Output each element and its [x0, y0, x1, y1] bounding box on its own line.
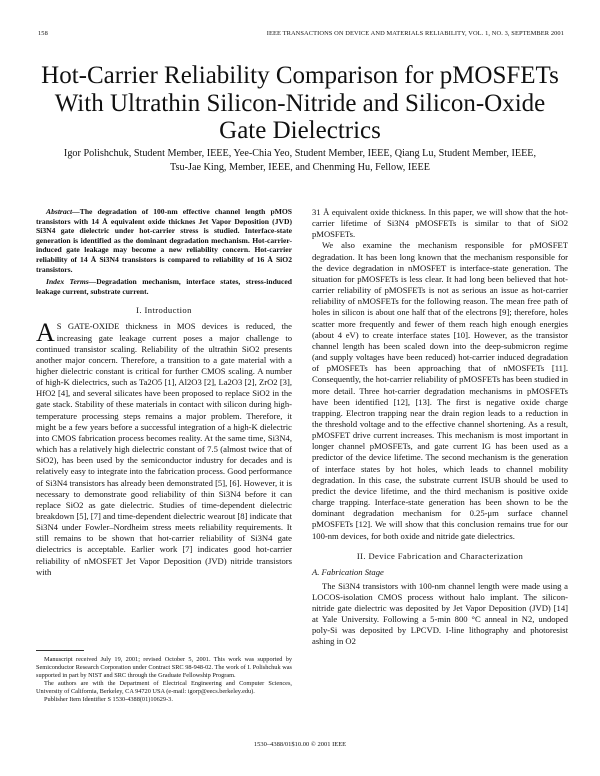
index-terms	[36, 277, 292, 296]
abstract	[36, 207, 292, 274]
footnote: Manuscript received July 19, 2001; revised October 5, 2001. This work was supported by Semiconductor Research Corporation under Contract SRC 98-948-02. The work of I. Polishchuk was supported in part by NIST and SRC through the Graduate Fellowship Program.	[36, 656, 292, 680]
subsection-heading: A. Fabrication Stage	[312, 566, 384, 577]
abstract-label: Abstract—	[46, 207, 80, 216]
paper-title	[20, 62, 580, 145]
body-paragraph: We also examine the mechanism responsible for pMOSFET degradation. It has been long known that the mechanism responsible for the device degradation in nMOSFET is interface-state generation. The situation for pMOSFETs is less clear. It had long been believed that hot-carrier reliability of pMOSFETs is not as serious an issue as hot-carrier reliability of nMOSFETs for the following reason. The mean free path of holes in silicon is about one half that of the electrons [9]; therefore, holes scatter more frequently and fewer of them reach high enough energies (about 4 eV) to create interface states [10]. However, as the transistor channel length has been scaled down into the deep-submicron regime (and supply voltages have been reduced) hot-carrier induced degradation of pMOSFETs has been approaching that of nMOSFETs [11]. Consequently, the hot-carrier reliability of pMOSFETs has been studied in more detail. Three hot-carrier degradation mechanisms in pMOSFETs have been identified [12], [13]. The first is negative oxide charge trapping. Electron trapping near the drain region leads to a reduction in the threshold voltage and to the effective channel shortening. As a result, pMOSFET drive current increases. This mechanism is most important in longer channel pMOSFETs, and gate current IG has been used as a predictor of the device lifetime. The second mechanism is the generation of interface states by hot holes, which leads to channel mobility degradation. In this case, the substrate current ISUB should be used to predict the device lifetime, and the third mechanism is positive oxide charge trapping. Interface-state generation has been shown to be the dominant degradation mechanism for 0.25-μm surface channel pMOSFETs [12]. We will show that this conclusion remains true for our 100-nm devices, for both oxide and nitride gate dielectrics.	[312, 240, 568, 541]
footnote: Publisher Item Identifier S 1530-4388(01)10629-3.	[44, 696, 173, 704]
author-line: Igor Polishchuk, Student Member, IEEE, Yee-Chia Yeo, Student Member, IEEE, Qiang Lu, Student Member, IEEE,	[63, 148, 537, 159]
index-terms-text: Degradation mechanism, interface states, stress-induced leakage current, substrate current.	[36, 277, 292, 296]
section-heading: II. Device Fabrication and Characterization	[356, 550, 524, 561]
footnotes	[36, 656, 292, 705]
abstract-text: The degradation of 100-nm effective channel length pMOS transistors with 14 Å equivalent oxide thicknes Jet Vapor Deposition (JVD) Si3N4 gate dielectric under hot-carrier stress is studied. Interface-state generation is identified as the dominant degradation mechanism. Hot-carrier-induced gate leakage may become a new reliability concern. Hot-carrier reliability of 14 Å Si3N4 transistors is compared to reliability of 16 Å SiO2 transistors.	[36, 207, 292, 274]
intro-paragraph	[36, 318, 292, 578]
journal-header: IEEE TRANSACTIONS ON DEVICE AND MATERIALS RELIABILITY, VOL. 1, NO. 3, SEPTEMBER 2001	[266, 30, 564, 37]
footnote-divider	[36, 650, 84, 651]
body-paragraph: The Si3N4 transistors with 100-nm channel length were made using a LOCOS-isolation CMOS process without halo implant. The silicon-nitride gate dielectric was deposited by Jet Vapor Deposition (JVD) [14] at Yale University. Following a 5-min 800 °C anneal in N2, undoped poly-Si was deposited by LPCVD. I-line lithography and photoresist ashing in O2	[312, 580, 568, 647]
drop-cap: A	[36, 318, 55, 348]
title-line: Hot-Carrier Reliability Comparison for pMOSFETs	[41, 62, 559, 89]
section-heading: I. Introduction	[136, 305, 192, 316]
left-column	[36, 207, 292, 578]
intro-text: S GATE-OXIDE thickness in MOS devices is reduced, the increasing gate leakage current poses a major challenge to continued transistor scaling. Reliability of the ultrathin SiO2 presents another major concern. Therefore, a transition to a gate material with a higher dielectric constant is critical for further CMOS scaling. A number of high-K dielectrics, such as Ta2O5 [1], Al2O3 [2], La2O3 [2], ZrO2 [3], HfO2 [4], and several silicates have been proposed to replace SiO2 in the gate stack. Stability of these materials in contact with silicon during high-temperature processing steps remains a major problem. Therefore, it might be a few years before a successful integration of a high-K dielectric into CMOS fabrication process becomes reality. At the same time, Si3N4, which has a relatively high dielectric constant of 7.5 (almost twice that of SiO2), has been used by the semiconductor industry for decades and is relatively easy to integrate into the fabrication process. Good performance of Si3N4 transistors has already been demonstrated [5], [6]. However, it is necessary to demonstrate good reliability of thin Si3N4 before it can replace SiO2 as gate dielectric. Studies of time-dependent dielectric breakdown [5], [7] and time-dependent dielectric wearout [8] indicate that Si3N4 under Fowler–Nordheim stress meets reliability requirements. It still remains to be shown that hot-carrier reliability of Si3N4 gate dielectrics is acceptable. Earlier work [7] indicates good hot-carrier reliability of nMOSFET Jet Vapor Deposition (JVD) nitride transistors with	[36, 321, 292, 577]
body-paragraph: 31 Å equivalent oxide thickness. In this paper, we will show that the hot-carrier lifetime of Si3N4 pMOSFETs is similar to that of SiO2 pMOSFETs.	[312, 207, 568, 240]
author-list	[40, 147, 560, 174]
copyright-footer: 1530–4388/01$10.00 © 2001 IEEE	[253, 741, 347, 748]
page-number: 158	[38, 30, 48, 37]
footnote: The authors are with the Department of Electrical Engineering and Computer Sciences, University of California, Berkeley, CA 94720 USA (e-mail: igorp@eecs.berkeley.edu).	[36, 680, 292, 696]
right-column	[312, 207, 568, 648]
title-line: With Ultrathin Silicon-Nitride and Silicon-Oxide	[54, 89, 546, 117]
title-line: Gate Dielectrics	[219, 117, 381, 144]
author-line: Tsu-Jae King, Member, IEEE, and Chenming Hu, Fellow, IEEE	[170, 161, 430, 173]
index-terms-label: Index Terms—	[46, 277, 97, 287]
